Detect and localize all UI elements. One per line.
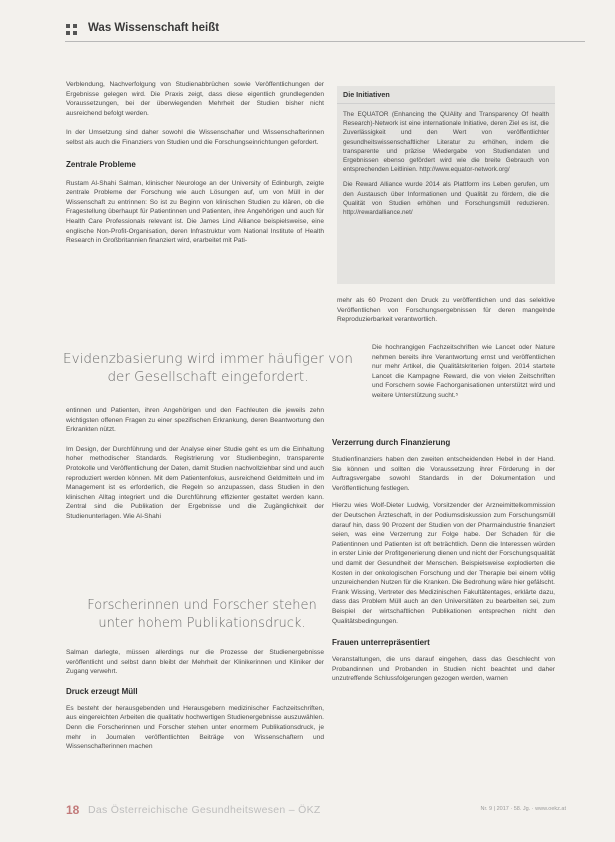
right-column-main [332,438,555,684]
paragraph: entinnen und Patienten, ihren Angehörigen und den Fachleuten die jeweils zehn wichtigsten offenen Fragen zu einer spezifischen Erkrankung, deren Beantwortung den Erkrankten nützt. [66,407,324,434]
section-marker-icon [66,24,78,36]
section-heading: Druck erzeugt Müll [66,686,138,696]
initiatives-box [337,86,555,284]
paragraph: mehr als 60 Prozent den Druck zu veröffentlichen und das selektive Veröffentlichen von Forschungsergebnissen für deren mangelnde Reproduzierbarkeit verantwortlich. [337,297,555,324]
paragraph: Salman darlegte, müssen allerdings nur die Prozesse der Studienergebnisse veröffentlicht und selbst dann bleibt der Mehrheit der Klinikerinnen und Kliniker der Zugang verwehrt. [66,649,324,676]
magazine-title: Das Österreichische Gesundheitswesen – ÖKZ [88,804,321,816]
box-title: Die Initiativen [337,86,555,104]
paragraph: Studienfinanziers haben den zweiten entscheidenden Hebel in der Hand. Sie können und sollten die Voraussetzung ihrer Förderung in der Auftragsvergabe sowohl Standards in der Dokumentation und Veröffentlichung festlegen. [332,456,555,492]
section-heading: Frauen unterrepräsentiert [332,638,430,648]
section-title: Was Wissenschaft heißt [88,22,220,34]
paragraph: Die hochrangigen Fachzeitschriften wie Lancet oder Nature nehmen bereits ihre Verantwortung ernst und veröffentlichen nur mehr Artikel, die Qualitätskriterien folgen. 2014 startete Lancet die Kampagne Reward, die von vielen Zeitschriften und Forschern sowie Fachorganisationen unterstützt wird und weitere Unterstützung sucht.⁵ [372,344,555,399]
header [60,20,580,40]
paragraph: Verblendung, Nachverfolgung von Studienabbrüchen sowie Veröffentlichungen der Ergebnisse gelegen wird. Die Praxis zeigt, dass diese eigentlich grundlegenden Voraussetzungen, bei der überwiegenden Mehrheit der Studien bisher nicht ausreichend befolgt werden. [66,81,324,117]
paragraph: Es besteht der herausgebenden und Herausgebern medizinischer Fachzeitschriften, aus eingereichten Arbeiten die qualitativ hochwertigen Studienergebnisse auszuwählen. Denn die Forscherinnen und Forscher stehen unter enormem Publikationsdruck, je mehr in Journalen veröffentlichten Beiträge von Wissenschaftern und Wissenschafterinnen machen [66,704,324,751]
paragraph: In der Umsetzung sind daher sowohl die Wissenschafter und Wissenschafterinnen selbst als auch die Finanziers von Studien und die Forschungseinrichtungen gefordert. [66,129,324,146]
paragraph: Hierzu wies Wolf-Dieter Ludwig, Vorsitzender der Arzneimittelkommission der Deutschen Ärzteschaft, in der Podiumsdiskussion zum Forschungsmüll darauf hin, dass 90 Prozent der Studien von der Pharmaindustrie finanziert seien, was eine Verzerrung zur Folge habe. Der Schaden für die Patientinnen und Patienten ist oft beträchtlich. Denn die Interessen würden in erster Linie der Profitgenerierung dienen und nicht der Forschungsqualität und damit der Gesundheit der Menschen. Beispielsweise explodierten die Kosten in der onkologischen Forschung und der Therapie bei einem völlig unzureichenden Nutzen für die Kranken. Die Bedrohung wäre hier gefälscht. Frank Wissing, Vertreter des Medizinischen Fakultätentages, erklärte dazu, dass das Problem Müll auch an den Universitäten zu bearbeiten sei, zum Beispiel der wirtschaftlichen Publikationen entsprechen nicht den Qualitätsbedingungen. [332,502,555,625]
left-column-top [66,80,324,246]
page-number: 18 [66,803,80,817]
left-column-mid [66,406,324,522]
box-paragraph: Die Reward Alliance wurde 2014 als Plattform ins Leben gerufen, um den Austausch über Informationen und Qualität zu fördern, die die Qualität von Studien erhöhen und Forschungsmüll reduzieren. http://rewardalliance.net/ [343,181,549,217]
pull-quote: Forscherinnen und Forscher stehen unter hohem Publikationsdruck. [87,598,317,631]
issue-info: Nr. 9 | 2017 · 58. Jg. · www.oekz.at [480,806,566,812]
footer [66,803,566,819]
paragraph: Im Design, der Durchführung und der Analyse einer Studie geht es um die Einhaltung hoher methodischer Standards. Registrierung vor Studienbeginn, transparente Protokolle und Veröffentlichung der Daten, damit Studien nachvollziehbar sind und auch reproduziert werden können. Mit dem Patientenfokus, ausreichend Geldmitteln und im Management ist es erforderlich, die Regeln so anzupassen, dass Studien in den klinischen Alltag integriert und die Durchführung effizienter gestaltet werden kann. Zentral sind die Publikation der Ergebnisse und die Zugänglichkeit der Studienunterlagen. Wie Al-Shahi [66,445,324,520]
box-paragraph: The EQUATOR (Enhancing the QUAlity and Transparency Of health Research)-Network ist eine internationale Initiative, deren Ziel es ist, die Zuverlässigkeit und den Wert von veröffentlichter gesundheitswissenschaftlicher Literatur zu erhöhen, indem die transparente und präzise Wiedergabe von Studiendaten und Ergebnissen ebenso gefördert wird wie die breite Gebrauch von entsprechenden Leitlinien. http://www.equator-network.org/ [343,111,549,174]
section-heading: Verzerrung durch Finanzierung [332,438,451,447]
right-column-mid [372,343,555,401]
section-heading: Zentrale Probleme [66,159,136,169]
left-column-bottom [66,648,324,752]
paragraph: Rustam Al-Shahi Salman, klinischer Neurologe an der University of Edinburgh, zeigte zentrale Probleme der Forschung wie auch Lösungen auf, um von Müll in der Wissenschaft zu entrinnen: So ist zu Beginn von klinischen Studien zu klären, ob die Fragestellung überhaupt für Patientinnen und Patienten, ihre Angehörigen und auch für Health Care Professionals relevant ist. Die James Lind Alliance beispielsweise, eine englische Non-Profit-Organisation, deren Infrastruktur vom National Institute of Health Research in Großbritannien finanziert wird, erarbeitet mit Pati- [66,179,324,245]
header-rule [65,41,585,42]
paragraph: Veranstaltungen, die uns darauf eingehen, dass das Geschlecht von Probandinnen und Probanden in Studien nicht beachtet und daher unzutreffende Schlussfolgerungen gezogen werden, warnen [332,656,555,683]
pull-quote: Evidenzbasierung wird immer häufiger von der Gesellschaft eingefordert. [63,351,353,385]
right-column-top [337,296,555,325]
